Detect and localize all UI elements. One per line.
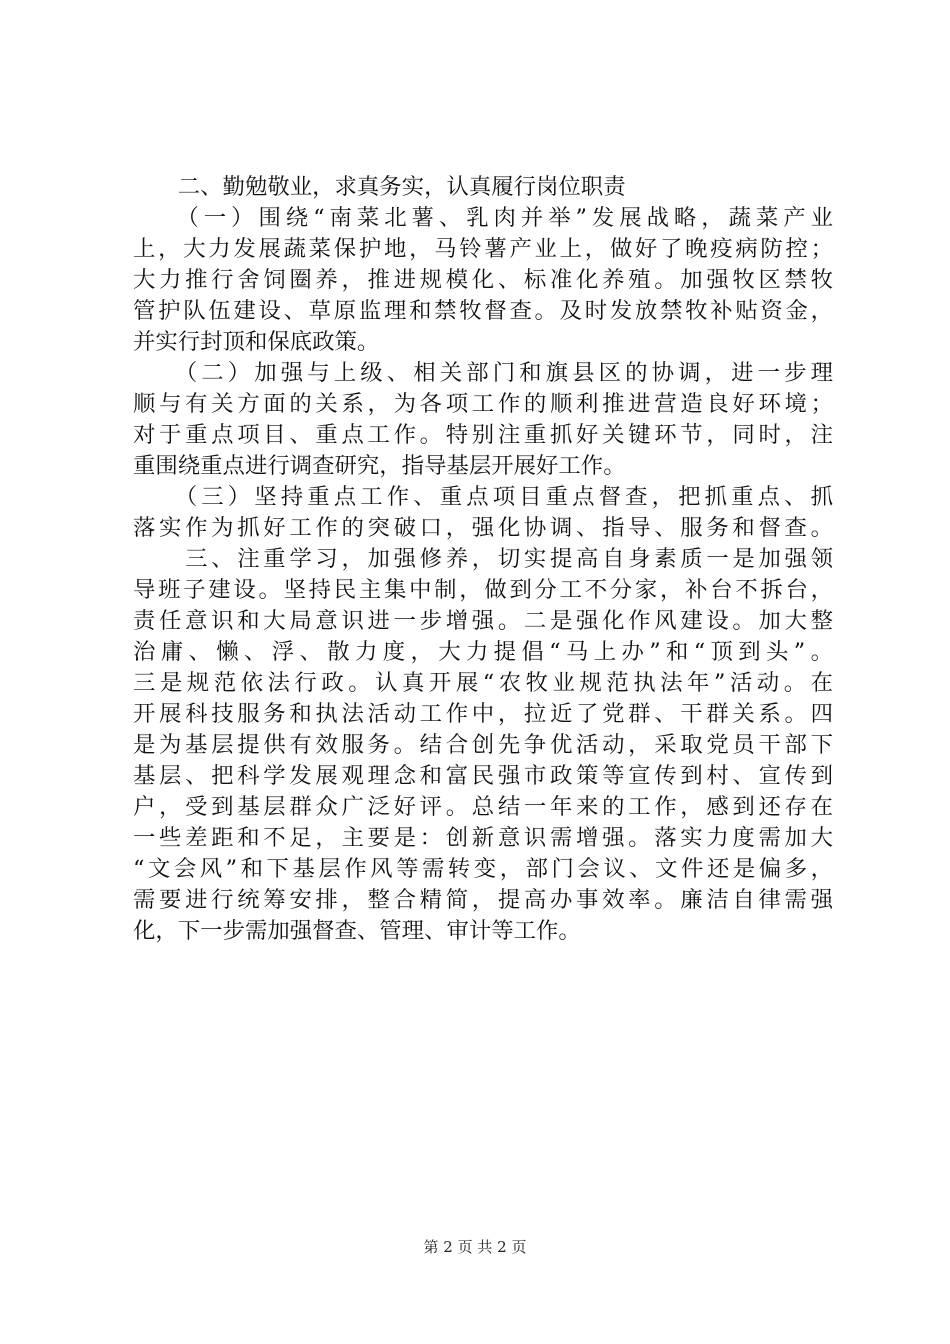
text-line: 导班子建设。坚持民主集中制，做到分工不分家，补台不拆台， [133, 577, 833, 603]
text-line: 治庸、懒、浮、散力度，大力提倡“马上办”和“顶到头”。 [133, 639, 833, 665]
page-number-footer: 第 2 页 共 2 页 [423, 1238, 527, 1256]
text-line: 二、勤勉敬业，求真务实，认真履行岗位职责 [133, 174, 626, 200]
text-line: （三）坚持重点工作、重点项目重点督查，把抓重点、抓 [133, 484, 833, 510]
text-line: 落实作为抓好工作的突破口，强化协调、指导、服务和督查。 [133, 515, 833, 541]
text-line: 顺与有关方面的关系，为各项工作的顺利推进营造良好环境； [133, 391, 833, 417]
text-line: 管护队伍建设、草原监理和禁牧督查。及时发放禁牧补贴资金， [133, 298, 833, 324]
text-line: （一）围绕“南菜北薯、乳肉并举”发展战略，蔬菜产业 [133, 205, 833, 231]
text-line: 开展科技服务和执法活动工作中，拉近了党群、干群关系。四 [133, 701, 833, 727]
text-line: 三、注重学习，加强修养，切实提高自身素质一是加强领 [133, 546, 833, 572]
text-line: （二）加强与上级、相关部门和旗县区的协调，进一步理 [133, 360, 833, 386]
text-line: 化，下一步需加强督查、管理、审计等工作。 [133, 918, 581, 944]
text-line: 户，受到基层群众广泛好评。总结一年来的工作，感到还存在 [133, 794, 833, 820]
text-line: 责任意识和大局意识进一步增强。二是强化作风建设。加大整 [133, 608, 833, 634]
document-body [133, 172, 833, 947]
text-line: 并实行封顶和保底政策。 [133, 329, 380, 355]
text-line: “文会风”和下基层作风等需转变，部门会议、文件还是偏多， [133, 856, 833, 882]
text-line: 上，大力发展蔬菜保护地，马铃薯产业上，做好了晚疫病防控； [133, 236, 833, 262]
text-line: 三是规范依法行政。认真开展“农牧业规范执法年”活动。在 [133, 670, 833, 696]
text-line: 基层、把科学发展观理念和富民强市政策等宣传到村、宣传到 [133, 763, 833, 789]
text-line: 重围绕重点进行调查研究，指导基层开展好工作。 [133, 453, 626, 479]
text-line: 一些差距和不足，主要是：创新意识需增强。落实力度需加大 [133, 825, 833, 851]
text-line: 需要进行统筹安排，整合精简，提高办事效率。廉洁自律需强 [133, 887, 833, 913]
text-line: 大力推行舍饲圈养，推进规模化、标准化养殖。加强牧区禁牧 [133, 267, 833, 293]
text-line: 对于重点项目、重点工作。特别注重抓好关键环节，同时，注 [133, 422, 833, 448]
text-line: 是为基层提供有效服务。结合创先争优活动，采取党员干部下 [133, 732, 833, 758]
